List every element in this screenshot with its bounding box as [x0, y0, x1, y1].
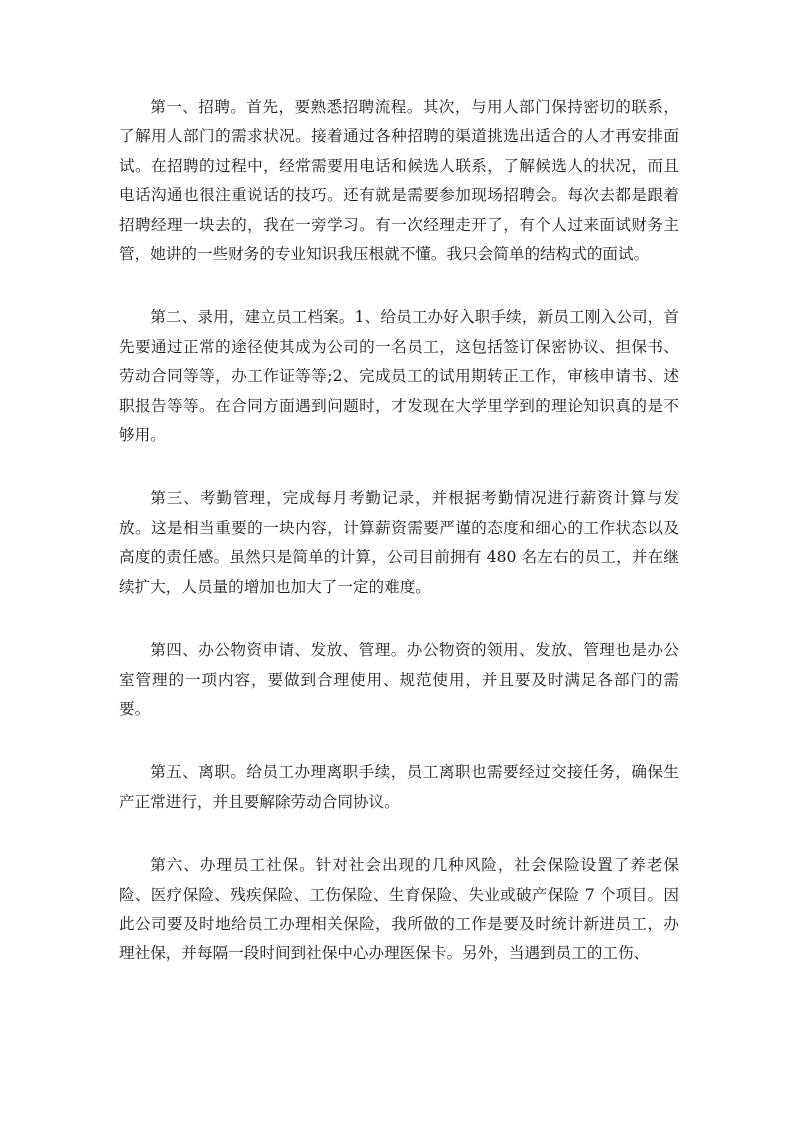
paragraph-recruitment: 第一、招聘。首先，要熟悉招聘流程。其次，与用人部门保持密切的联系，了解用人部门的需求状况。接着通过各种招聘的渠道挑选出适合的人才再安排面试。在招聘的过程中，经常需要用电话和候选人联系，了解候选人的状况，而且电话沟通也很注重说话的技巧。还有就是需要参加现场招聘会。每次去都是跟着招聘经理一块去的，我在一旁学习。有一次经理走开了，有个人过来面试财务主管，她讲的一些财务的专业知识我压根就不懂。我只会简单的结构式的面试。 [119, 98, 679, 264]
document-body [119, 93, 679, 1003]
paragraph-resignation: 第五、离职。给员工办理离职手续，员工离职也需要经过交接任务，确保生产正常进行，并且要解除劳动合同协议。 [119, 763, 679, 811]
paragraph-attendance: 第三、考勤管理，完成每月考勤记录，并根据考勤情况进行薪资计算与发放。这是相当重要的一块内容，计算薪资需要严谨的态度和细心的工作状态以及高度的责任感。虽然只是简单的计算，公司目前拥有 480 名左右的员工，并在继续扩大，人员量的增加也加大了一定的难度。 [119, 489, 679, 596]
paragraph-hiring-records: 第二、录用，建立员工档案。1、给员工办好入职手续，新员工刚入公司，首先要通过正常的途径使其成为公司的一名员工，这包括签订保密协议、担保书、劳动合同等等，办工作证等等;2、完成员工的试用期转正工作，审核申请书、述职报告等等。在合同方面遇到问题时，才发现在大学里学到的理论知识真的是不够用。 [119, 308, 679, 445]
paragraph-social-insurance: 第六、办理员工社保。针对社会出现的几种风险，社会保险设置了养老保险、医疗保险、残疾保险、工伤保险、生育保险、失业或破产保险 7 个项目。因此公司要及时地给员工办理相关保险，我所做的工作是要及时统计新进员工，办理社保，并每隔一段时间到社保中心办理医保卡。另外，当遇到员工的工伤、 [119, 856, 679, 963]
paragraph-office-supplies: 第四、办公物资申请、发放、管理。办公物资的领用、发放、管理也是办公室管理的一项内容，要做到合理使用、规范使用，并且要及时满足各部门的需要。 [119, 641, 679, 718]
